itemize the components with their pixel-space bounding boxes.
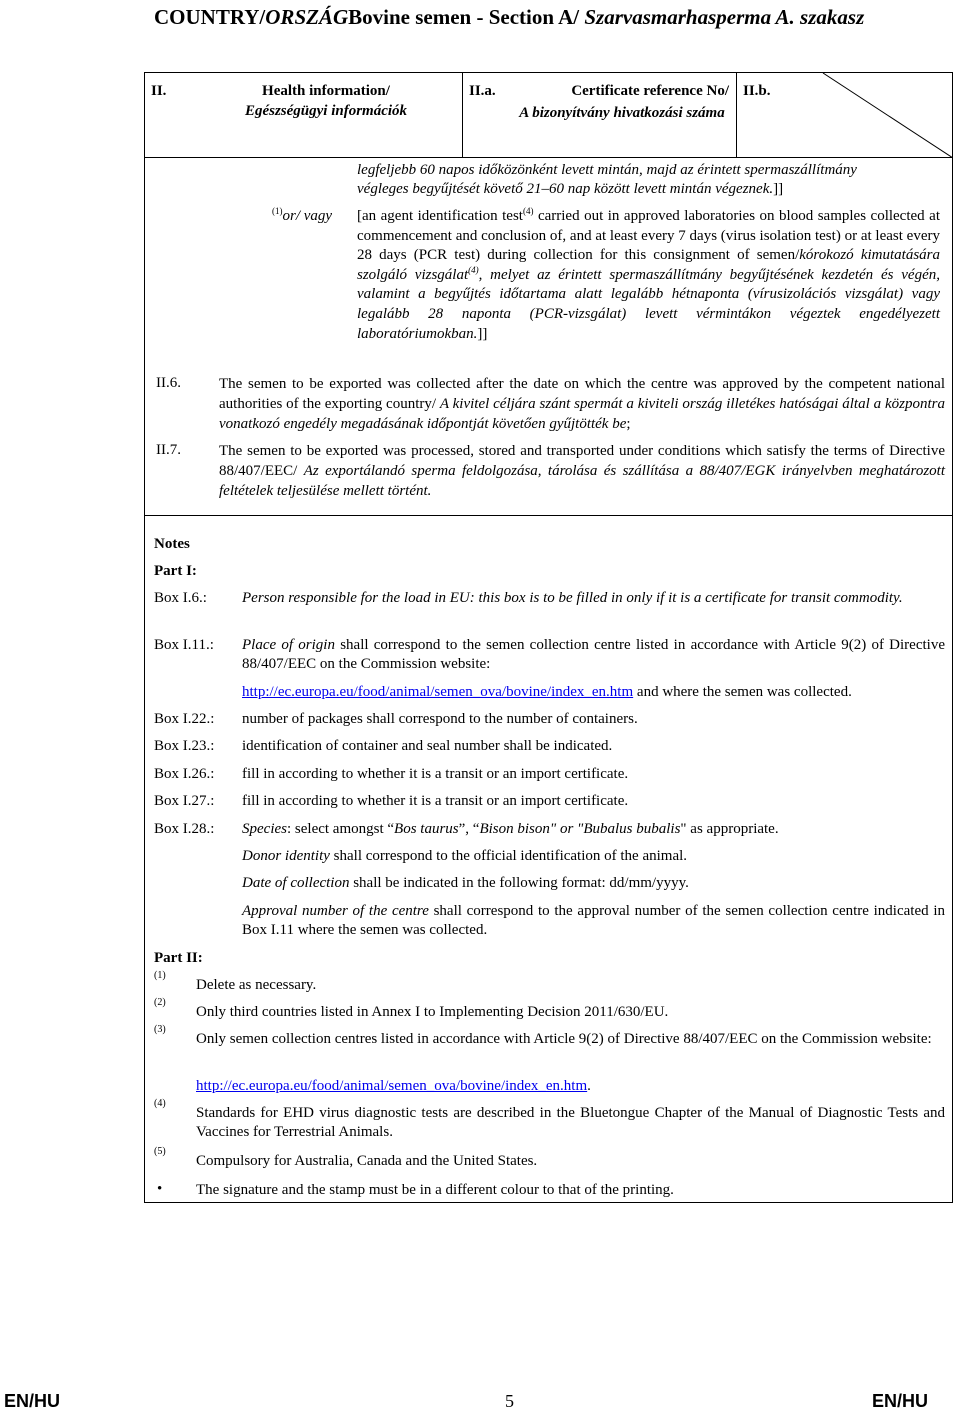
part-number: II. — [151, 83, 167, 99]
clause-ii7-en: The semen to be exported was processed, stored and transported under conditions which satisfy the terms of Directive 88/407/EEC/ — [219, 443, 945, 479]
note-box-i11-content: shall correspond to the semen collection centre listed in accordance with Article 9(2) of Directive 88/407/EEC on the Commission website: — [242, 637, 945, 672]
notes-part1-title: Part I: — [154, 563, 197, 579]
or-vagy-label: or/ vagy — [282, 208, 333, 224]
header-cell-part — [145, 73, 463, 158]
note-donor-text: shall correspond to the official identification of the animal. — [329, 848, 688, 864]
footnote-2-number: (2) — [154, 997, 166, 1008]
note-box-i6-text — [242, 589, 945, 608]
or-clause-en: carried out in approved laboratories on blood samples collected at commencement and conclusion of, and at least every 7 days (virus isolation test) or at least every 28 days (PCR test) during collection for this consignment of semen/ — [357, 208, 940, 264]
or-clause-footnote-ref: (4) — [522, 206, 534, 216]
note-date-text: shall be indicated in the following format: dd/mm/yyyy. — [349, 875, 689, 891]
title-section-hu: Szarvasmarhasperma A. szakasz — [584, 5, 865, 29]
part-title-en: Health information/ — [262, 83, 390, 99]
page-footer — [0, 1390, 960, 1412]
clause-ii6-hu: A kivitel céljára szánt spermát a kiviteli ország illetékes hatóságai által a központra vonatkozó engedély megadásának időpontját követően gyűjtötték be — [219, 396, 945, 432]
commission-website-link-1[interactable]: http://ec.europa.eu/food/animal/semen_ova/bovine/index_en.htm — [242, 684, 634, 700]
reference-label-hu: A bizonyítvány hivatkozási száma — [519, 105, 725, 121]
footnote-1-text: Delete as necessary. — [196, 977, 317, 993]
section-divider — [144, 515, 953, 516]
note-box-i28-label: Box I.28.: — [154, 821, 215, 837]
or-vagy-clause — [357, 207, 940, 344]
footnote-3-text: Only semen collection centres listed in accordance with Article 9(2) of Directive 88/407/EEC on the Commission website: — [196, 1031, 932, 1047]
or-clause-hu-footnote-ref: (4) — [468, 264, 479, 275]
note-box-i27-text: fill in according to whether it is a transit or an import certificate. — [242, 793, 629, 809]
page-number: 5 — [505, 1391, 514, 1411]
note-box-i22-label: Box I.22.: — [154, 711, 215, 727]
footnote-2-text: Only third countries listed in Annex I to Implementing Decision 2011/630/EU. — [196, 1004, 669, 1020]
note-species-bos-taurus: Bos taurus — [394, 821, 459, 837]
note-approval-text: shall correspond to the approval number of the semen collection centre indicated in Box I.11 where the semen was collected. — [242, 903, 945, 938]
note-box-i11-link-line — [242, 683, 945, 702]
header-cell-reference — [463, 73, 737, 158]
or-clause-hu: , melyet az érintett spermaszállítmány begyűjtésének kezdetén és végén, valamint a begyűjtés időtartama alatt legalább hétnaponta (vírusizolációs vizsgálat) vagy legalább 28 naponta (PCR-vizsgálat) levett vérmintákon végeztek engedélyezett laboratóriumokban. — [357, 266, 940, 342]
header-cell-iib — [737, 73, 953, 158]
clause-ii7-text — [219, 441, 945, 501]
note-box-i11-text — [242, 636, 945, 674]
note-box-i23-text: identification of container and seal number shall be indicated. — [242, 738, 613, 754]
note-box-i22-text: number of packages shall correspond to the number of containers. — [242, 711, 638, 727]
note-donor — [242, 847, 687, 866]
reference-number-label: II.a. — [469, 83, 496, 99]
continued-end-bracket: ]] — [773, 181, 784, 197]
note-species — [242, 820, 779, 839]
commission-website-link-2[interactable]: http://ec.europa.eu/food/animal/semen_ova/bovine/index_en.htm — [196, 1078, 588, 1094]
signature-note: The signature and the stamp must be in a different colour to that of the printing. — [196, 1182, 674, 1198]
part-title-hu: Egészségügyi információk — [244, 103, 408, 119]
or-clause-hu-start: kórokozó kimutatására szolgáló vizsgálat — [357, 247, 940, 283]
note-date-emphasis: Date of collection — [242, 875, 350, 891]
note-species-text-c: ”, “ — [458, 821, 480, 837]
note-box-i11-link-after: and where the semen was collected. — [633, 684, 852, 700]
certificate-header-table — [144, 72, 953, 158]
continued-hu-line1: legfeljebb 60 napos időközönként levett mintán, majd az érintett spermaszállítmány — [357, 162, 857, 178]
note-date — [242, 874, 689, 893]
or-clause-end-bracket: ]] — [477, 325, 488, 342]
clause-ii7-number: II.7. — [156, 442, 181, 458]
reference-label-en: Certificate reference No/ — [571, 83, 729, 99]
bullet-icon: • — [157, 1181, 163, 1197]
footnote-1-number: (1) — [154, 970, 166, 981]
note-box-i6-content: Person responsible for the load in EU: this box is to be filled in only if it is a certificate for transit commodity. — [242, 590, 903, 606]
note-approval-emphasis: Approval number of the centre — [242, 903, 429, 919]
note-species-text-e: " as appropriate. — [680, 821, 779, 837]
note-species-emphasis: Species — [242, 821, 287, 837]
footnote-4-number: (4) — [154, 1098, 166, 1109]
title-country-hu: ORSZÁG — [265, 5, 349, 29]
note-box-i23-label: Box I.23.: — [154, 738, 215, 754]
or-vagy-marker — [272, 207, 332, 226]
note-box-i11-label: Box I.11.: — [154, 637, 214, 653]
footer-language-left: EN/HU — [4, 1391, 61, 1411]
diagonal-line — [737, 73, 953, 158]
note-approval — [242, 902, 945, 940]
notes-part2-title: Part II: — [154, 950, 203, 966]
footnote-3-number: (3) — [154, 1024, 166, 1035]
note-box-i11-emphasis: Place of origin — [242, 637, 335, 653]
clause-ii7-hu: Az exportálandó sperma feldolgozása, tárolása és szállítása a 88/407/EGK irányelvben meghatározott feltételek teljesülése mellett történt. — [219, 463, 945, 499]
footnote-5-number: (5) — [154, 1146, 166, 1157]
note-box-i26-text: fill in according to whether it is a transit or an import certificate. — [242, 766, 629, 782]
note-box-i6-label: Box I.6.: — [154, 590, 207, 606]
note-box-i26-label: Box I.26.: — [154, 766, 215, 782]
note-species-bison-bubalus: Bison bison" or "Bubalus bubalis — [479, 821, 681, 837]
footnote-3-link-after: . — [587, 1078, 591, 1094]
title-country-en: COUNTRY/ — [154, 5, 266, 29]
clause-ii6-end: ; — [626, 416, 631, 432]
page-title — [154, 4, 954, 30]
footnote-4-text: Standards for EHD virus diagnostic tests are described in the Bluetongue Chapter of the Manual of Diagnostic Tests and Vaccines for Terrestrial Animals. — [196, 1105, 945, 1140]
or-footnote-ref: (1) — [272, 206, 283, 216]
continued-hu-text: végleges begyűjtését követő 21–60 nap között levett mintán végeznek. — [357, 181, 774, 197]
footer-language-right: EN/HU — [872, 1391, 929, 1411]
or-clause-en-start: [an agent identification test — [357, 208, 523, 224]
clause-ii6-text — [219, 374, 945, 434]
note-donor-emphasis: Donor identity — [242, 848, 330, 864]
title-section: Bovine semen - Section A/ — [348, 5, 580, 29]
note-box-i27-label: Box I.27.: — [154, 793, 215, 809]
notes-title: Notes — [154, 536, 190, 552]
footnote-5-text: Compulsory for Australia, Canada and the United States. — [196, 1153, 538, 1169]
footnote-3-link-line — [196, 1077, 591, 1096]
clause-ii6-en: The semen to be exported was collected after the date on which the centre was approved by the competent national authorities of the exporting country/ — [219, 376, 945, 412]
clause-ii6-number: II.6. — [156, 375, 181, 391]
iib-label: II.b. — [743, 83, 771, 99]
continued-hu-line2 — [357, 180, 940, 199]
note-species-text-a: : select amongst “ — [286, 821, 395, 837]
